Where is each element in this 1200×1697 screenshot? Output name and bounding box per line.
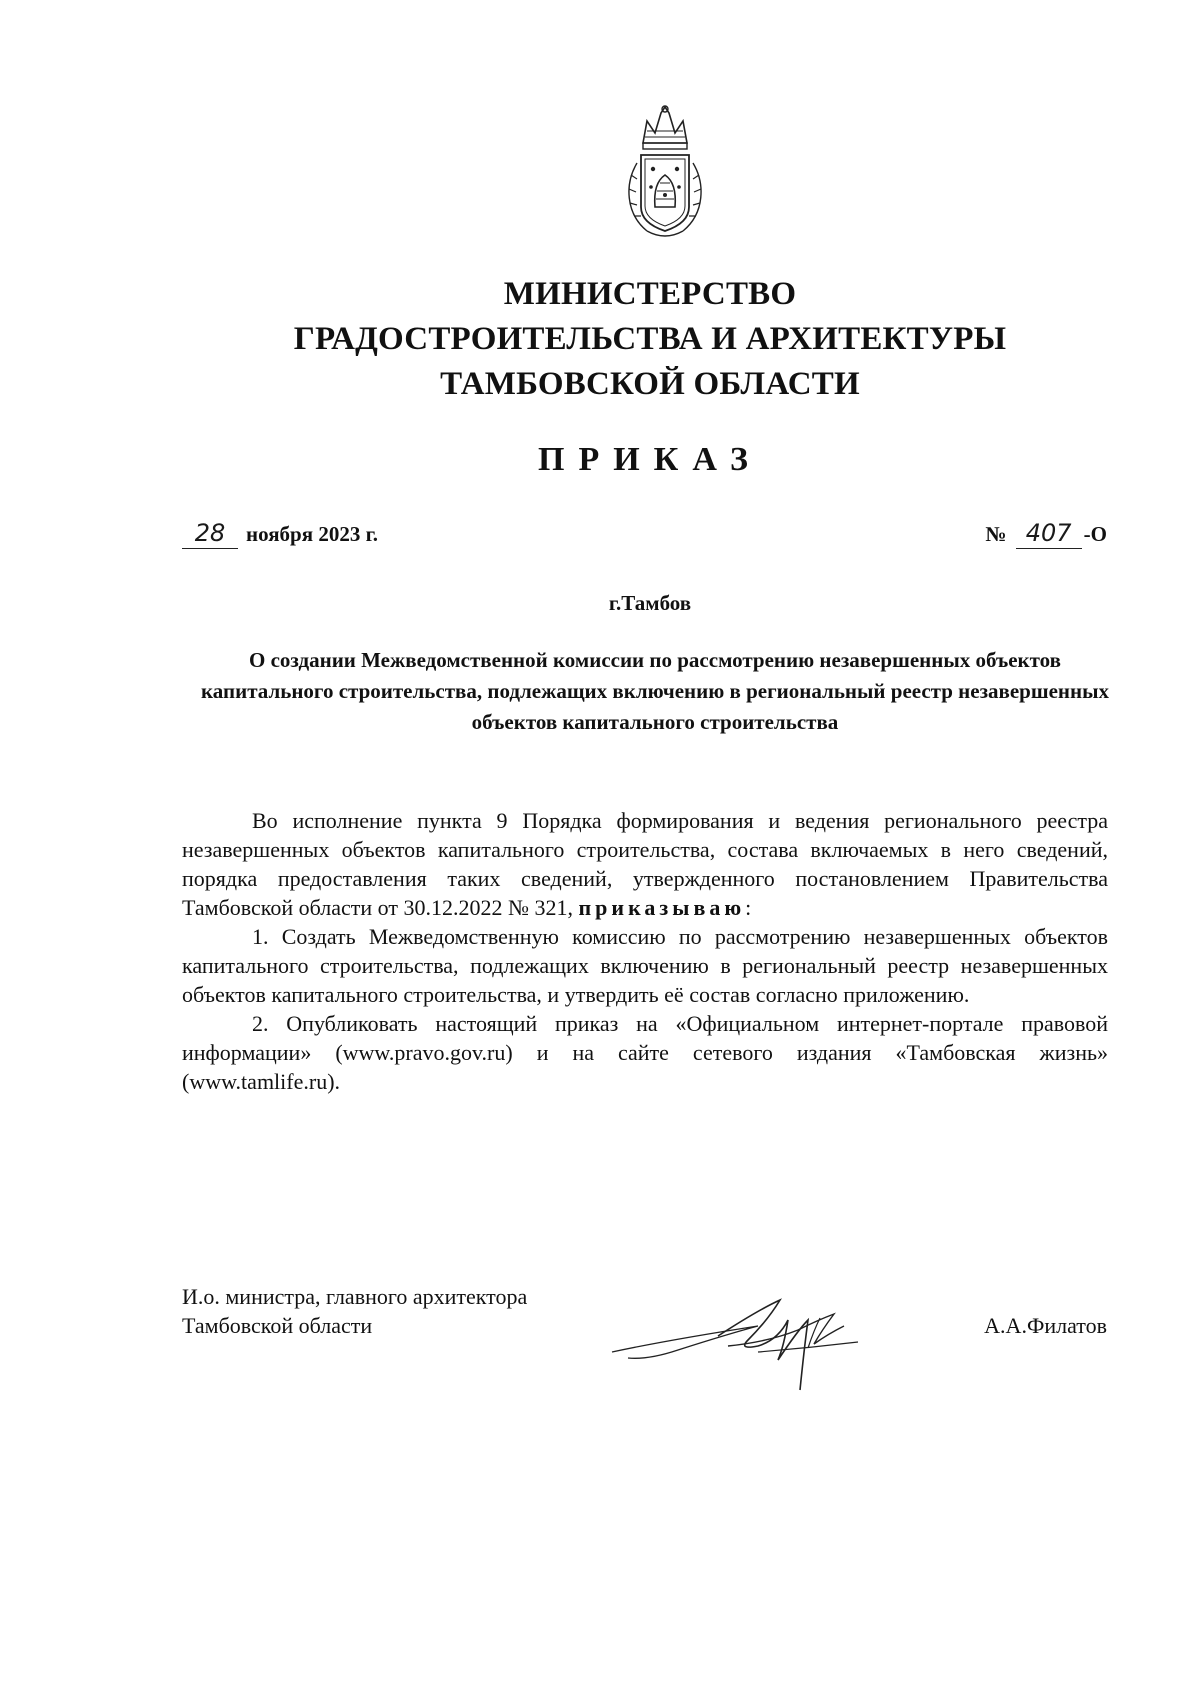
order-item-2: 2. Опубликовать настоящий приказ на «Официальном интернет-портале правовой информации» (www.pravo.gov.ru) и на сайте сетевого издания «Тамбовская жизнь» (www.tamlife.ru).	[182, 1011, 1108, 1094]
document-number	[985, 518, 1107, 549]
ministry-name-line-3: ТАМБОВСКОЙ ОБЛАСТИ	[440, 366, 860, 402]
order-colon: :	[745, 895, 752, 920]
number-value-handwritten: 407	[1016, 518, 1082, 549]
document-city: г.Тамбов	[608, 591, 692, 615]
document-date	[182, 518, 378, 549]
intro-text: Во исполнение пункта 9 Порядка формирования и ведения регионального реестра незавершенных объектов капитального строительства, состава включаемых в него сведений, порядка предоставления таких сведений, утвержденного постановлением Правительства Тамбовской области от 30.12.2022 № 321,	[182, 808, 1108, 920]
intro-paragraph	[182, 806, 1108, 922]
signatory-position	[182, 1282, 527, 1340]
ministry-name-line-1: МИНИСТЕРСТВО	[503, 276, 797, 312]
order-word: приказываю	[578, 895, 746, 920]
signatory-position-line-2: Тамбовской области	[182, 1313, 373, 1338]
date-day-handwritten: 28	[182, 518, 238, 549]
ministry-name-line-2: ГРАДОСТРОИТЕЛЬСТВА И АРХИТЕКТУРЫ	[293, 321, 1007, 357]
number-prefix: №	[985, 522, 1007, 546]
coat-of-arms-icon	[617, 103, 713, 243]
number-suffix: -О	[1083, 522, 1107, 546]
date-month-year: ноября 2023 г.	[246, 522, 379, 546]
document-body	[182, 806, 1108, 1096]
document-type-heading: ПРИКАЗ	[538, 441, 762, 478]
document-title: О создании Межведомственной комиссии по рассмотрению незавершенных объектов капитального строительства, подлежащих включению в региональный реестр незавершенных объектов капитального строительства	[200, 648, 1110, 734]
signatory-position-line-1: И.о. министра, главного архитектора	[182, 1284, 528, 1309]
order-item-1: 1. Создать Межведомственную комиссию по рассмотрению незавершенных объектов капитального строительства, подлежащих включению в региональный реестр незавершенных объектов капитального строительства, и утвердить её состав согласно приложению.	[182, 924, 1108, 1007]
signatory-name: А.А.Филатов	[984, 1313, 1107, 1338]
handwritten-signature	[608, 1290, 908, 1400]
